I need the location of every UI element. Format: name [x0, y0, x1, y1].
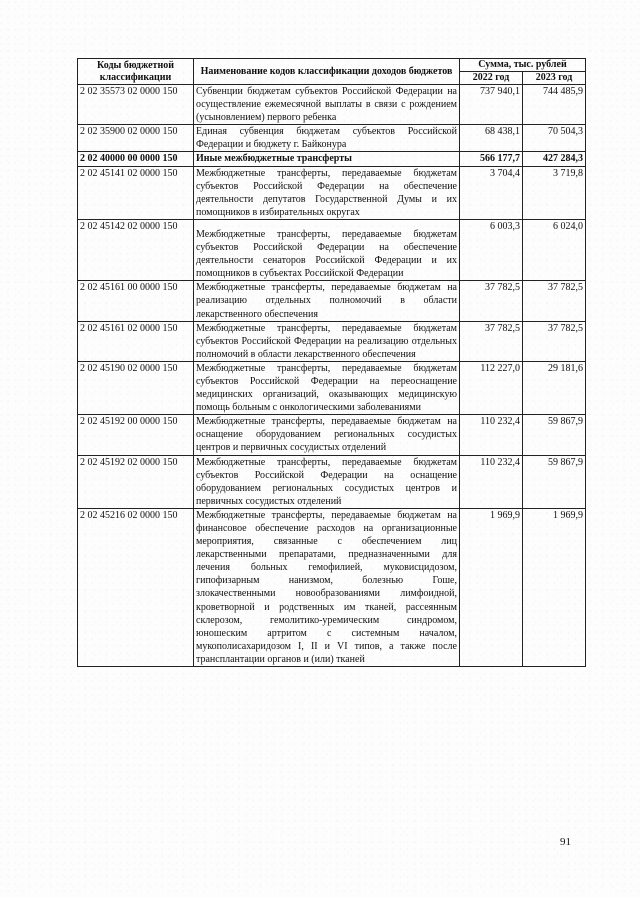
row-code: 2 02 45190 02 0000 150	[78, 361, 194, 414]
row-name: Субвенции бюджетам субъектов Российской Федерации на осуществление ежемесячной выплаты в связи с рождением (усыновлением) первого ребенка	[194, 85, 460, 125]
row-name: Межбюджетные трансферты, передаваемые бюджетам субъектов Российской Федерации на реализацию отдельных полномочий в области лекарственного обеспечения	[194, 321, 460, 361]
header-name: Наименование кодов классификации доходов бюджетов	[194, 59, 460, 85]
table-row	[78, 281, 586, 321]
row-code: 2 02 45142 02 0000 150	[78, 219, 194, 280]
row-value-2023: 744 485,9	[523, 85, 586, 125]
row-code: 2 02 45192 02 0000 150	[78, 455, 194, 508]
table-row	[78, 125, 586, 152]
row-value-2022: 37 782,5	[460, 281, 523, 321]
row-code: 2 02 45192 00 0000 150	[78, 415, 194, 455]
row-value-2023: 29 181,6	[523, 361, 586, 414]
table-header-row	[78, 59, 586, 72]
table-row-total	[78, 152, 586, 166]
header-codes: Коды бюджетной классификации	[78, 59, 194, 85]
row-value-2022: 68 438,1	[460, 125, 523, 152]
table-row	[78, 508, 586, 666]
row-value-2022: 6 003,3	[460, 219, 523, 280]
table-row	[78, 455, 586, 508]
row-name: Межбюджетные трансферты, передаваемые бюджетам на финансовое обеспечение расходов на организационные мероприятия, связанные с обеспечением лиц лекарственными препаратами, предназначенными для лечения больных гемофилией, муковисцидозом, гипофизарным нанизмом, болезнью Гоше, злокачественными новообразованиями лимфоидной, кроветворной и родственных им тканей, рассеянным склерозом, гемолитико-уремическим синдромом, юношеским артритом с системным началом, мукополисахаридозом I, II и VI типов, а также после трансплантации органов и (или) тканей	[194, 508, 460, 666]
row-code: 2 02 40000 00 0000 150	[78, 152, 194, 166]
row-value-2022: 112 227,0	[460, 361, 523, 414]
table-row	[78, 219, 586, 280]
row-value-2022: 1 969,9	[460, 508, 523, 666]
table-row	[78, 415, 586, 455]
row-value-2022: 37 782,5	[460, 321, 523, 361]
table-row	[78, 166, 586, 219]
row-code: 2 02 45161 02 0000 150	[78, 321, 194, 361]
page-number: 91	[560, 836, 571, 848]
row-code: 2 02 45161 00 0000 150	[78, 281, 194, 321]
row-code: 2 02 35573 02 0000 150	[78, 85, 194, 125]
row-value-2023: 1 969,9	[523, 508, 586, 666]
row-value-2023: 59 867,9	[523, 415, 586, 455]
header-year-2023: 2023 год	[523, 72, 586, 85]
row-code: 2 02 35900 02 0000 150	[78, 125, 194, 152]
row-name: Межбюджетные трансферты, передаваемые бюджетам субъектов Российской Федерации на обеспечение деятельности депутатов Государственной Думы и их помощников в избирательных округах	[194, 166, 460, 219]
row-value-2022: 110 232,4	[460, 415, 523, 455]
row-value-2023: 427 284,3	[523, 152, 586, 166]
row-value-2023: 6 024,0	[523, 219, 586, 280]
table-row	[78, 361, 586, 414]
row-value-2023: 37 782,5	[523, 281, 586, 321]
row-value-2022: 110 232,4	[460, 455, 523, 508]
row-name: Межбюджетные трансферты, передаваемые бюджетам на реализацию отдельных полномочий в области лекарственного обеспечения	[194, 281, 460, 321]
row-value-2022: 566 177,7	[460, 152, 523, 166]
row-value-2022: 3 704,4	[460, 166, 523, 219]
row-value-2023: 3 719,8	[523, 166, 586, 219]
table-row	[78, 85, 586, 125]
header-year-2022: 2022 год	[460, 72, 523, 85]
revenue-table	[77, 58, 586, 667]
row-value-2023: 70 504,3	[523, 125, 586, 152]
header-sum: Сумма, тыс. рублей	[460, 59, 586, 72]
row-code: 2 02 45216 02 0000 150	[78, 508, 194, 666]
row-code: 2 02 45141 02 0000 150	[78, 166, 194, 219]
row-name: Межбюджетные трансферты, передаваемые бюджетам на оснащение оборудованием региональных сосудистых центров и первичных сосудистых отделений	[194, 415, 460, 455]
row-value-2023: 59 867,9	[523, 455, 586, 508]
table-row	[78, 321, 586, 361]
row-name: Межбюджетные трансферты, передаваемые бюджетам субъектов Российской Федерации на обеспечение деятельности сенаторов Российской Федерации и их помощников в субъектах Российской Федерации	[194, 219, 460, 280]
row-name: Межбюджетные трансферты, передаваемые бюджетам субъектов Российской Федерации на переоснащение медицинских организаций, оказывающих медицинскую помощь больным с онкологическими заболеваниями	[194, 361, 460, 414]
row-name: Межбюджетные трансферты, передаваемые бюджетам субъектов Российской Федерации на оснащение оборудованием региональных сосудистых центров и первичных сосудистых отделений	[194, 455, 460, 508]
row-name: Иные межбюджетные трансферты	[194, 152, 460, 166]
row-value-2022: 737 940,1	[460, 85, 523, 125]
row-name: Единая субвенция бюджетам субъектов Российской Федерации и бюджету г. Байконура	[194, 125, 460, 152]
row-value-2023: 37 782,5	[523, 321, 586, 361]
